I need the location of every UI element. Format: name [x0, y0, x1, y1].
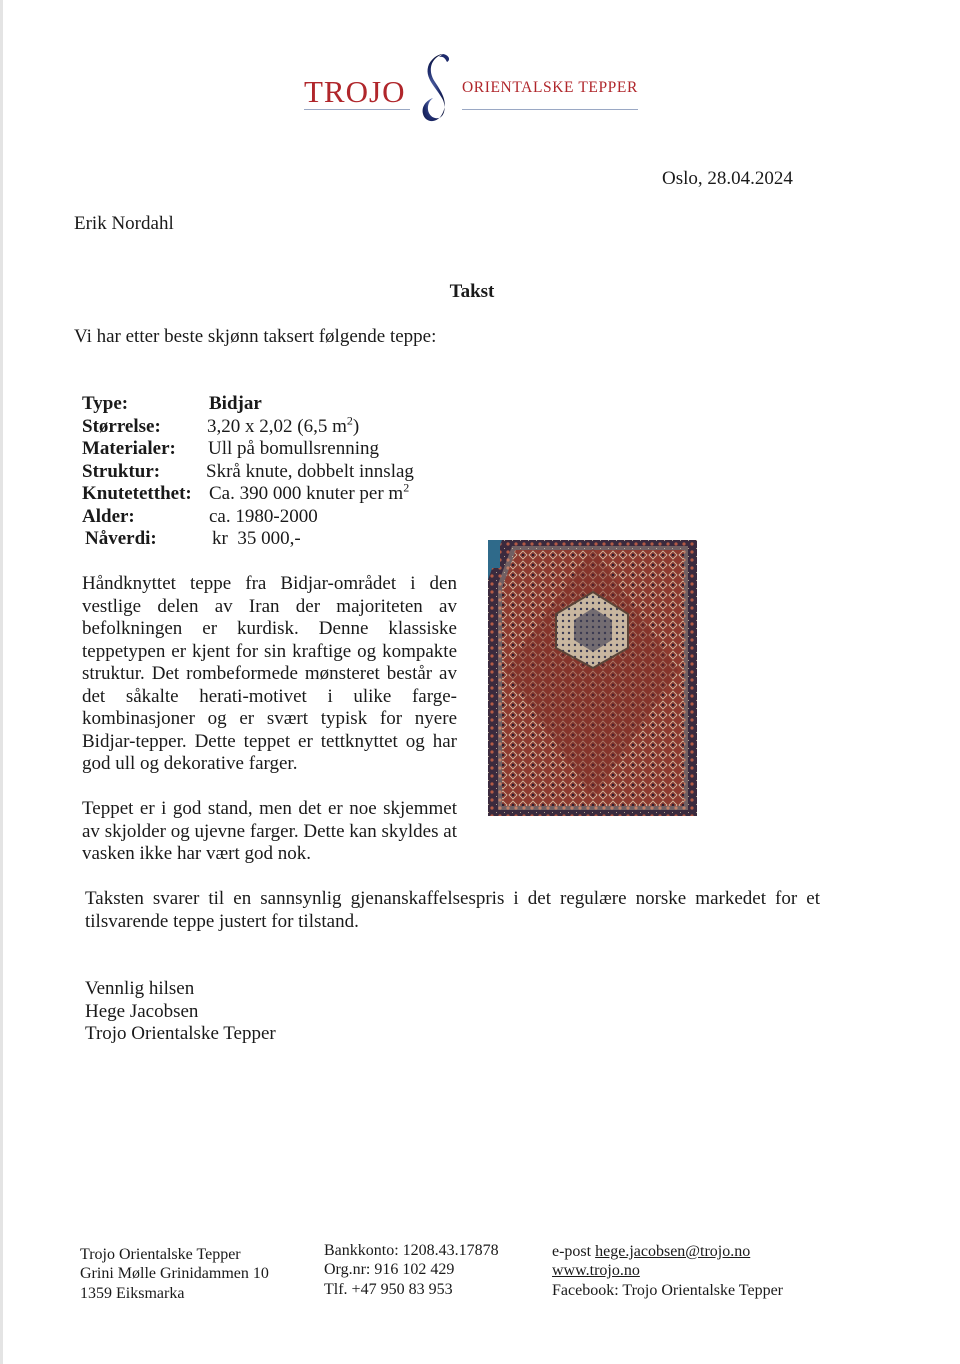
rug-condition: Teppet er i god stand, men det er noe skjemmet av skjolder og ujevne farger. Dette kan skyldes at vasken ikke har vært god nok.	[82, 798, 457, 864]
logo-underline-left	[304, 109, 410, 110]
signature-block	[85, 978, 276, 1046]
signer-name: Hege Jacobsen	[85, 1000, 199, 1022]
footer-line: Bankkonto: 1208.43.17878	[324, 1242, 499, 1259]
spec-key: Knutetetthet:	[82, 483, 192, 504]
footer-line: Org.nr: 916 102 429	[324, 1261, 455, 1279]
logo-swan-icon	[413, 52, 461, 127]
footer-line: Trojo Orientalske Tepper	[80, 1246, 241, 1263]
valuation-statement: Taksten svarer til en sannsynlig gjenanskaffelsespris i det regulære norske markedet for et tilsvarende teppe justert for tilstand.	[85, 888, 820, 932]
spec-key: Nåverdi:	[85, 528, 157, 549]
recipient-name: Erik Nordahl	[74, 213, 174, 234]
spec-value: 3,20 x 2,02 (6,5 $m^2$)	[207, 413, 360, 437]
footer-line: 1359 Eiksmarka	[80, 1284, 185, 1302]
intro-text: Vi har etter beste skjønn taksert følgende teppe:	[74, 326, 437, 347]
logo-underline-right	[462, 109, 638, 110]
document-title: Takst	[449, 281, 495, 302]
company-logo	[300, 52, 645, 127]
spec-value: kr 35 000,-	[212, 528, 301, 549]
spec-key: Materialer:	[82, 438, 176, 459]
letter-date: Oslo, 28.04.2024	[662, 168, 793, 189]
email-link[interactable]: hege.jacobsen@trojo.no	[595, 1243, 751, 1260]
footer-bank	[324, 1241, 499, 1299]
footer-email-line: e-post hege.jacobsen@trojo.no	[552, 1243, 751, 1260]
footer-address	[80, 1245, 269, 1303]
spec-key: Størrelse:	[82, 415, 161, 437]
rug-description: Håndknyttet teppe fra Bidjar-området i den vestlige delen av Iran der majoriteten av befolkningen er kurdisk. Denne klassiske teppetypen er kjent for sin kraftige og kompakte struktur. Det rombeformede mønsteret består av det såkalte herati-motivet i ulike farge-kombinasjoner og er svært typisk for nyere Bidjar-tepper. Dette teppet er tettknyttet og har god ull og dekorative farger.	[82, 573, 457, 774]
signer-company: Trojo Orientalske Tepper	[85, 1023, 276, 1044]
greeting: Vennlig hilsen	[85, 978, 195, 999]
spec-value: Ull på bomullsrenning	[208, 438, 379, 459]
spec-key: Alder:	[82, 505, 135, 527]
footer-line: Grini Mølle Grinidammen 10	[80, 1265, 269, 1283]
website-link[interactable]: www.trojo.no	[552, 1262, 640, 1280]
logo-orientalske-text: ORIENTALSKE TEPPER	[462, 79, 638, 96]
spec-value: Ca. 390 000 knuter per $m^2$	[209, 480, 410, 504]
footer-facebook: Facebook: Trojo Orientalske Tepper	[552, 1281, 783, 1299]
spec-key: Struktur:	[82, 460, 161, 482]
spec-value: Bidjar	[209, 393, 262, 414]
spec-value: ca. 1980-2000	[209, 505, 318, 527]
spec-value: Skrå knute, dobbelt innslag	[206, 460, 414, 482]
footer-line: Tlf. +47 950 83 953	[324, 1280, 453, 1298]
page-edge	[0, 0, 3, 1364]
footer-contact	[552, 1242, 783, 1300]
spec-key: Type:	[82, 393, 129, 414]
rug-photo	[488, 540, 697, 816]
logo-trojo-text: TROJO	[304, 74, 406, 109]
